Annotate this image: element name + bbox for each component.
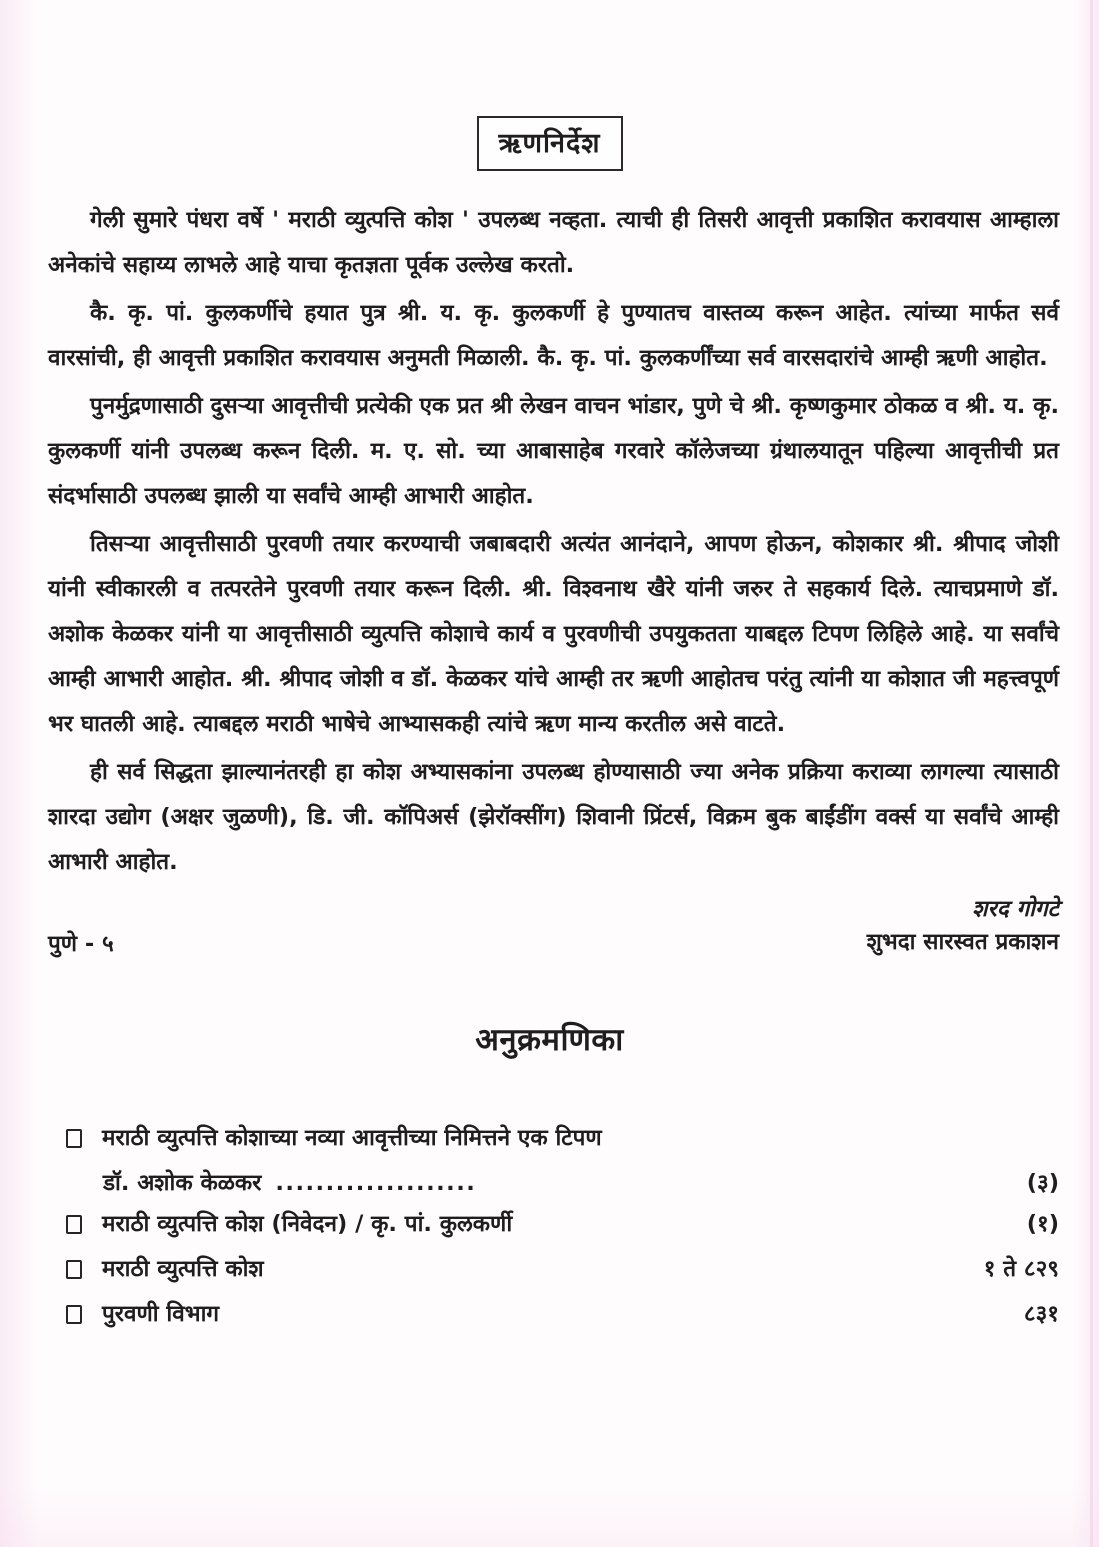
- paragraph: कै. कृ. पां. कुलकर्णीचे हयात पुत्र श्री. य. कृ. कुलकर्णी हे पुण्यातच वास्तव्य करून आहेत. त्यांच्या मार्फत सर्व वारसांची, ही आवृत्ती प्रकाशित करावयास अनुमती मिळाली. कै. कृ. पां. कुलकर्णींच्या सर्व वारसदारांचे आम्ही ऋणी आहोत.: [48, 300, 1059, 371]
- toc-item-title: मराठी व्युत्पत्ति कोश (निवेदन) / कृ. पां. कुलकर्णी: [102, 1211, 513, 1237]
- signature-author-name: शरद गोगटे: [972, 896, 1059, 922]
- toc-heading: अनुक्रमणिका: [475, 1022, 624, 1058]
- toc-page-number: (१): [1026, 1211, 1059, 1237]
- square-bullet-icon: [66, 1305, 82, 1324]
- toc-item-author-name: डॉ. अशोक केळकर: [103, 1170, 262, 1196]
- toc-page-number: १ ते ८२९: [983, 1256, 1059, 1282]
- paragraph: गेली सुमारे पंधरा वर्षे ' मराठी व्युत्पत्ति कोश ' उपलब्ध नव्हता. त्याची ही तिसरी आवृत्ती प्रकाशित करावयास आम्हाला अनेकांचे सहाय्य लाभले आहे याचा कृतज्ञता पूर्वक उल्लेख करतो.: [48, 207, 1059, 278]
- acknowledgement-body: [48, 198, 1059, 888]
- toc-item-title: मराठी व्युत्पत्ति कोश: [102, 1256, 264, 1282]
- signature-publisher-name: शुभदा सारस्वत प्रकाशन: [866, 929, 1059, 955]
- page-title: ऋणनिर्देश: [476, 116, 622, 171]
- toc-item: [66, 1253, 1059, 1285]
- toc-item-row: [66, 1122, 1059, 1154]
- toc-item-title: मराठी व्युत्पत्ति कोशाच्या नव्या आवृत्तीच्या निमित्तने एक टिपण: [102, 1125, 602, 1151]
- toc-item-author: [103, 1167, 1003, 1199]
- paragraph: ही सर्व सिद्धता झाल्यानंतरही हा कोश अभ्यासकांना उपलब्ध होण्यासाठी ज्या अनेक प्रक्रिया कराव्या लागल्या त्यासाठी शारदा उद्योग (अक्षर जुळणी), डि. जी. कॉपिअर्स (झेरॉक्सींग) शिवानी प्रिंटर्स, विक्रम बुक बाईंडींग वर्क्स या सर्वांचे आम्ही आभारी आहोत.: [48, 759, 1059, 875]
- toc-item-title: पुरवणी विभाग: [102, 1301, 220, 1327]
- toc-item: [66, 1122, 1059, 1199]
- scan-edge-artifact: [1090, 0, 1093, 1547]
- toc-item: [66, 1208, 1059, 1240]
- toc-item-row: [66, 1298, 1059, 1330]
- square-bullet-icon: [66, 1260, 82, 1279]
- toc-page-number: ८३१: [1023, 1301, 1059, 1327]
- toc-page-number: (३): [1026, 1170, 1059, 1196]
- square-bullet-icon: [66, 1129, 82, 1148]
- signature-block: [48, 893, 1059, 959]
- toc-item: [66, 1298, 1059, 1330]
- toc-item-subrow: [103, 1167, 1059, 1199]
- paragraph: पुनर्मुद्रणासाठी दुसऱ्या आवृत्तीची प्रत्येकी एक प्रत श्री लेखन वाचन भांडार, पुणे चे श्री. कृष्णकुमार ठोकळ व श्री. य. कृ. कुलकर्णी यांनी उपलब्ध करून दिली. म. ए. सो. च्या आबासाहेब गरवारे कॉलेजच्या ग्रंथालयातून पहिल्या आवृत्तीची प्रत संदर्भासाठी उपलब्ध झाली या सर्वांचे आम्ही आभारी आहोत.: [48, 393, 1059, 509]
- table-of-contents: [66, 1122, 1059, 1343]
- dotted-leader: ....................: [275, 1170, 477, 1196]
- toc-item-row: [66, 1253, 1059, 1285]
- paragraph: तिसऱ्या आवृत्तीसाठी पुरवणी तयार करण्याची जबाबदारी अत्यंत आनंदाने, आपण होऊन, कोशकार श्री. श्रीपाद जोशी यांनी स्वीकारली व तत्परतेने पुरवणी तयार करून दिली. श्री. विश्वनाथ खैरे यांनी जरुर ते सहकार्य दिले. त्याचप्रमाणे डॉ. अशोक केळकर यांनी या आवृत्तीसाठी व्युत्पत्ति कोशाचे कार्य व पुरवणीची उपयुकतता याबद्दल टिपण लिहिले आहे. या सर्वांचे आम्ही आभारी आहोत. श्री. श्रीपाद जोशी व डॉ. केळकर यांचे आम्ही तर ऋणी आहोतच परंतु त्यांनी या कोशात जी महत्त्वपूर्ण भर घातली आहे. त्याबद्दल मराठी भाषेचे आभ्यासकही त्यांचे ऋण मान्य करतील असे वाटते.: [48, 531, 1059, 737]
- signature-place: पुणे - ५: [48, 931, 114, 957]
- square-bullet-icon: [66, 1215, 82, 1234]
- toc-item-row: [66, 1208, 1059, 1240]
- signature-right: [867, 893, 1059, 959]
